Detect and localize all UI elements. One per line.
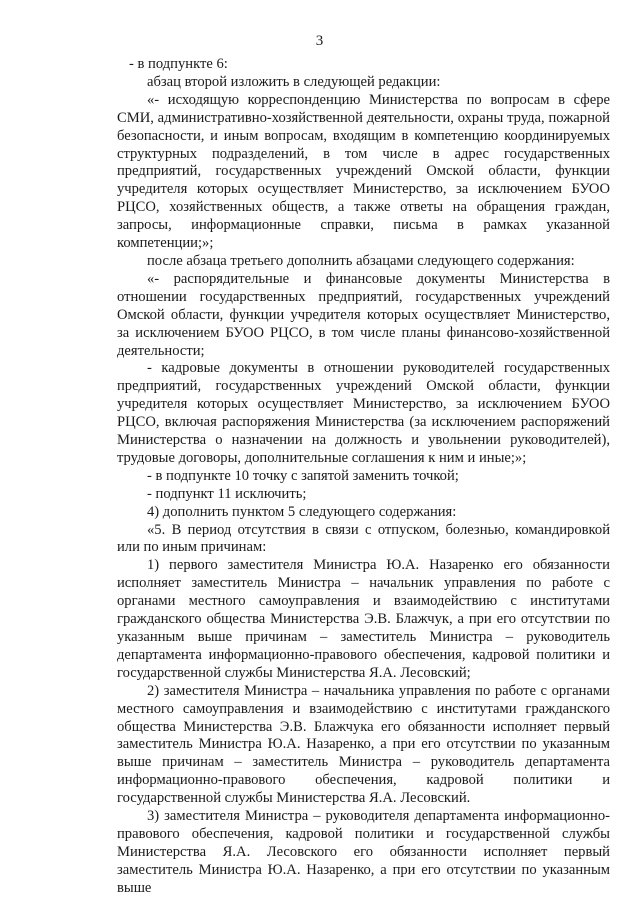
paragraph-after-third: после абзаца третьего дополнить абзацами следующего содержания: (147, 252, 575, 269)
paragraph-abzac-vtoroy: абзац второй изложить в следующей редакции: (147, 73, 441, 90)
paragraph-item-1: 1) первого заместителя Министра Ю.А. Назаренко его обязанности исполняет заместитель Министра – начальник управления по работе с органами местного самоуправления и взаимодействию с институтами гражданского общества Министерства Э.В. Блажчук, а при его отсутствии по указанным выше причинам – заместитель Министра – руководитель департамента информационно-правового обеспечения, кадровой политики и государственной службы Министерства Я.А. Лесовский; (117, 557, 610, 681)
paragraph-item-2: 2) заместителя Министра – начальника управления по работе с органами местного самоуправления и взаимодействию с институтами гражданского общества Министерства Э.В. Блажчука его обязанности исполняет первый заместитель Министра Ю.А. Назаренко, а при его отсутствии по указанным выше причинам – заместитель Министра – руководитель департамента информационно-правового обеспечения, кадровой политики и государственной службы Министерства Я.А. Лесовский. (117, 682, 610, 807)
paragraph-subpoint-10: - в подпункте 10 точку с запятой заменить точкой; (147, 467, 459, 484)
paragraph-item-3: 3) заместителя Министра – руководителя департамента информационно-правового обеспечения, кадровой политики и государственной службы Министерства Я.А. Лесовского его обязанности исполняет первый заместитель Министра Ю.А. Назаренко, а при его отсутствии по указанным выше (117, 808, 610, 896)
paragraph-administrative-documents: «- распорядительные и финансовые документы Министерства в отношении государственных предприятий, государственных учреждений Омской области, функции учредителя которых осуществляет Министерство, за исключением БУОО РЦСО, в том числе планы финансово-хозяйственной деятельности; (117, 270, 610, 359)
paragraph-subpoint-6: - в подпункте 6: (129, 56, 228, 72)
page-number: 3 (315, 33, 324, 49)
document-body (117, 56, 610, 898)
paragraph-subpoint-11: - подпункт 11 исключить; (147, 485, 307, 502)
paragraph-point-5-intro: «5. В период отсутствия в связи с отпуском, болезнью, командировкой или по иным причинам: (117, 521, 610, 556)
paragraph-add-point-5: 4) дополнить пунктом 5 следующего содержания: (147, 503, 457, 520)
paragraph-personnel-documents: - кадровые документы в отношении руководителей государственных предприятий, государственных учреждений Омской области, функции учредителя которых осуществляет Министерство, за исключением БУОО РЦСО, включая распоряжения Министерства (за исключением распоряжений Министерства о назначении на должность и увольнении руководителей), трудовые договоры, дополнительные соглашения к ним и иные;»; (117, 360, 610, 466)
paragraph-outgoing-correspondence: «- исходящую корреспонденцию Министерства по вопросам в сфере СМИ, административно-хозяйственной деятельности, охраны труда, пожарной безопасности, и иным вопросам, входящим в компетенцию координируемых структурных подразделений, в том числе в адрес государственных предприятий, государственных учреждений Омской области, функции учредителя которых осуществляет Министерство, за исключением БУОО РЦСО, хозяйственных обществ, а также ответы на обращения граждан, запросы, информационные справки, письма в рамках указанной компетенции;»; (117, 91, 610, 252)
